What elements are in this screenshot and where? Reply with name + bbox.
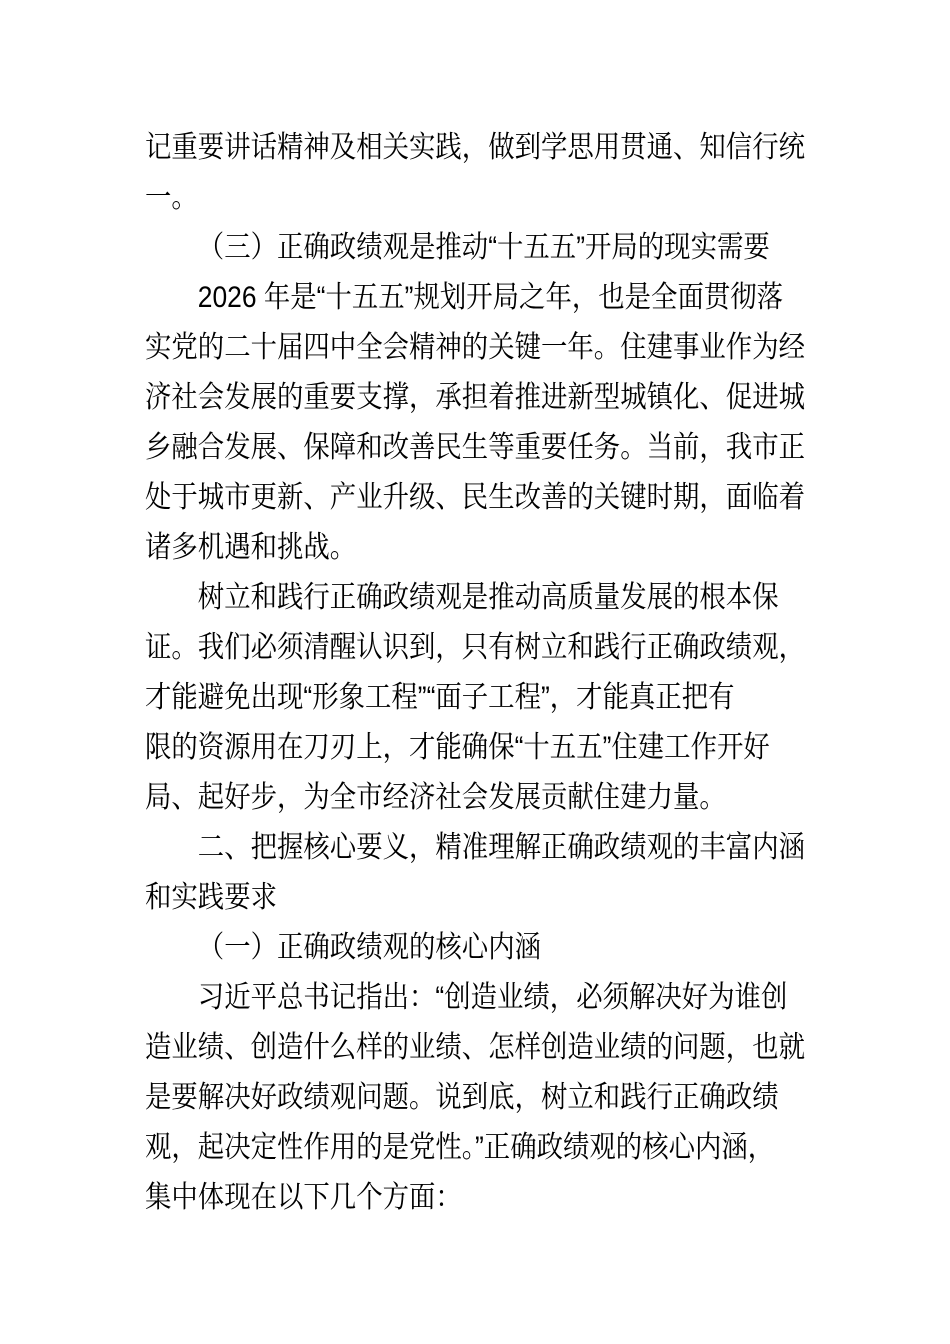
text-line: 实党的二十届四中全会精神的关键一年。住建事业作为经: [145, 331, 805, 364]
text-line: 限的资源用在刀刃上，才能确保“十五五”住建工作开好: [145, 731, 770, 764]
heading-section-one: [145, 923, 805, 973]
text-line: 2026 年是“十五五”规划开局之年，也是全面贯彻落: [197, 281, 784, 314]
text-line: 局、起好步，为全市经济社会发展贡献住建力量。: [145, 781, 726, 814]
heading-line: （三）正确政绩观是推动“十五五”开局的现实需要: [197, 231, 770, 264]
text-line: 诸多机遇和挑战。: [145, 531, 357, 564]
heading-line: 二、把握核心要义，精准理解正确政绩观的丰富内涵: [197, 831, 806, 864]
text-line: 处于城市更新、产业升级、民生改善的关键时期，面临着: [145, 481, 805, 514]
text-line: 树立和践行正确政绩观是推动高质量发展的根本保: [197, 581, 779, 614]
text-line: 记重要讲话精神及相关实践，做到学思用贯通、知信行统: [145, 131, 805, 164]
text-line: 才能避免出现“形象工程”“面子工程”，才能真正把有: [145, 681, 735, 714]
para-opening-year: [145, 273, 805, 573]
text-line: 一。: [145, 181, 198, 214]
para-core-meaning: [145, 973, 805, 1223]
heading-part-two: [145, 823, 805, 923]
text-line: 乡融合发展、保障和改善民生等重要任务。当前，我市正: [145, 431, 805, 464]
para-root-guarantee: [145, 573, 805, 823]
text-line: 观，起决定性作用的是党性。”正确政绩观的核心内涵，: [145, 1131, 775, 1164]
heading-section-three: [145, 223, 805, 273]
text-line: 造业绩、创造什么样的业绩、怎样创造业绩的问题，也就: [145, 1031, 805, 1064]
heading-line: （一）正确政绩观的核心内涵: [197, 931, 542, 964]
text-line: 证。我们必须清醒认识到，只有树立和践行正确政绩观，: [145, 631, 805, 664]
text-line: 集中体现在以下几个方面：: [145, 1181, 462, 1214]
heading-line: 和实践要求: [145, 881, 277, 914]
text-line: 习近平总书记指出：“创造业绩，必须解决好为谁创: [197, 981, 788, 1014]
document-text-block: [145, 123, 805, 1223]
text-line: 是要解决好政绩观问题。说到底，树立和践行正确政绩: [145, 1081, 779, 1114]
para-continuation: [145, 123, 805, 223]
text-line: 济社会发展的重要支撑，承担着推进新型城镇化、促进城: [145, 381, 805, 414]
